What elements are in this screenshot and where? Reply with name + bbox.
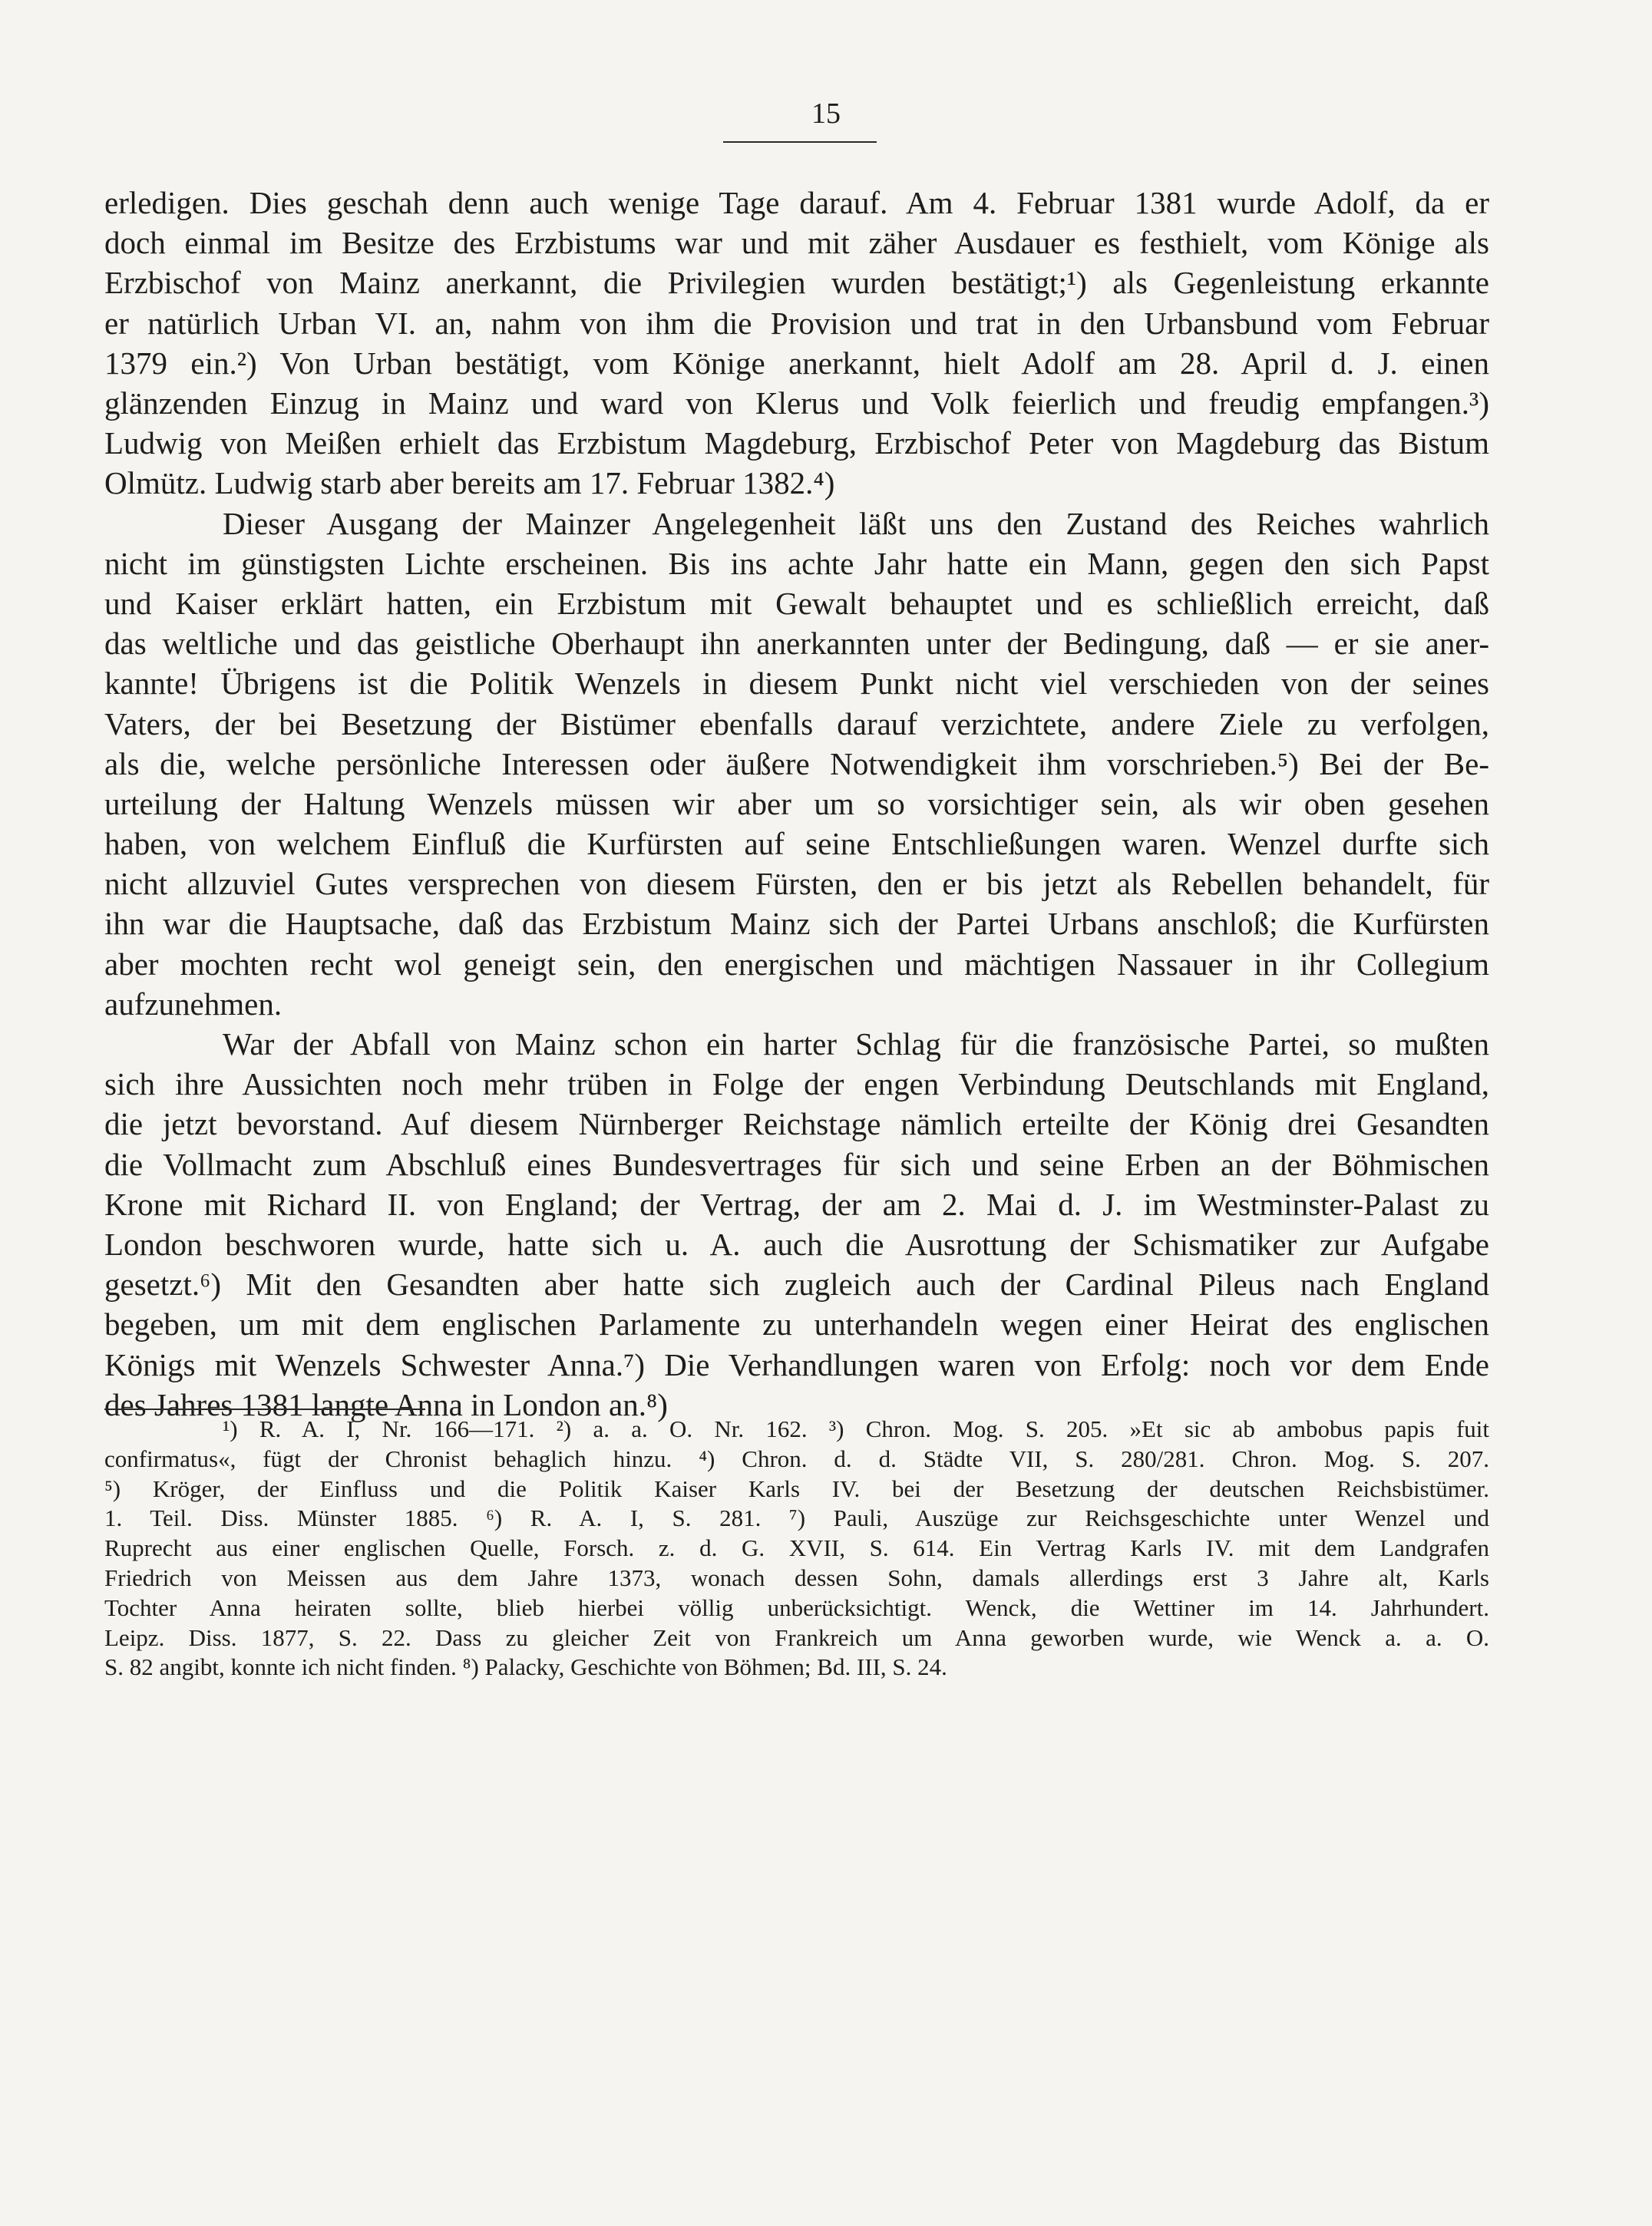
- text-line: des Jahres 1381 langte Anna in London an.⁸): [104, 1386, 668, 1422]
- text-line: glänzenden Einzug in Mainz und ward von Klerus und Volk feierlich und freudig empfangen.³): [104, 385, 1489, 421]
- footnote-line: ⁵) Kröger, der Einfluss und die Politik Kaiser Karls IV. bei der Besetzung der deutschen Reichsbistümer.: [104, 1475, 1489, 1502]
- text-line: War der Abfall von Mainz schon ein harter Schlag für die französische Partei, so mußten: [223, 1026, 1489, 1062]
- text-line: Vaters, der bei Besetzung der Bistümer ebenfalls darauf verzichtete, andere Ziele zu verfolgen,: [104, 705, 1489, 741]
- text-line: er natürlich Urban VI. an, nahm von ihm die Provision und trat in den Urbansbund vom Februar: [104, 305, 1489, 341]
- page-number: 15: [811, 97, 841, 130]
- text-line: London beschworen wurde, hatte sich u. A. auch die Ausrottung der Schismatiker zur Aufgabe: [104, 1226, 1489, 1262]
- page-number-rule: [723, 141, 877, 143]
- text-line: Dieser Ausgang der Mainzer Angelegenheit läßt uns den Zustand des Reiches wahrlich: [223, 505, 1489, 541]
- text-line: die jetzt bevorstand. Auf diesem Nürnberger Reichstage nämlich erteilte der König drei Gesandten: [104, 1106, 1489, 1142]
- footnote-line: confirmatus«, fügt der Chronist behaglich hinzu. ⁴) Chron. d. d. Städte VII, S. 280/281. Chron. Mog. S. 207.: [104, 1445, 1489, 1472]
- text-line: die Vollmacht zum Abschluß eines Bundesvertrages für sich und seine Erben an der Böhmischen: [104, 1146, 1489, 1182]
- text-line: nicht allzuviel Gutes versprechen von diesem Fürsten, den er bis jetzt als Rebellen behandelt, für: [104, 866, 1489, 902]
- text-line: doch einmal im Besitze des Erzbistums war und mit zäher Ausdauer es festhielt, vom Könige als: [104, 225, 1489, 261]
- text-line: 1379 ein.²) Von Urban bestätigt, vom Könige anerkannt, hielt Adolf am 28. April d. J. einen: [104, 345, 1489, 381]
- text-line: begeben, um mit dem englischen Parlamente zu unterhandeln wegen einer Heirat des englischen: [104, 1306, 1489, 1343]
- footnote-line: S. 82 angibt, konnte ich nicht finden. ⁸) Palacky, Geschichte von Böhmen; Bd. III, S. 24.: [104, 1653, 947, 1681]
- paragraph-2: [104, 504, 1489, 1024]
- text-line: Ludwig von Meißen erhielt das Erzbistum Magdeburg, Erzbischof Peter von Magdeburg das Bistum: [104, 425, 1489, 461]
- footnote-line: ¹) R. A. I, Nr. 166—171. ²) a. a. O. Nr. 162. ³) Chron. Mog. S. 205. »Et sic ab ambobus papis fuit: [223, 1415, 1489, 1442]
- text-line: und Kaiser erklärt hatten, ein Erzbistum mit Gewalt behauptet und es schließlich erreicht, daß: [104, 585, 1489, 621]
- text-line: haben, von welchem Einfluß die Kurfürsten auf seine Entschließungen waren. Wenzel durfte sich: [104, 826, 1489, 862]
- text-line: gesetzt.⁶) Mit den Gesandten aber hatte sich zugleich auch der Cardinal Pileus nach England: [104, 1267, 1489, 1303]
- text-line: aber mochten recht wol geneigt sein, den energischen und mächtigen Nassauer in ihr Collegium: [104, 946, 1489, 982]
- text-line: urteilung der Haltung Wenzels müssen wir aber um so vorsichtiger sein, als wir oben gesehen: [104, 785, 1489, 821]
- paragraph-3: [104, 1024, 1489, 1425]
- text-line: erledigen. Dies geschah denn auch wenige Tage darauf. Am 4. Februar 1381 wurde Adolf, da er: [104, 185, 1489, 220]
- footnote-line: Ruprecht aus einer englischen Quelle, Forsch. z. d. G. XVII, S. 614. Ein Vertrag Karls IV. mit dem Landgrafen: [104, 1534, 1489, 1562]
- text-line: nicht im günstigsten Lichte erscheinen. Bis ins achte Jahr hatte ein Mann, gegen den sich Papst: [104, 545, 1489, 581]
- footnote-line: Friedrich von Meissen aus dem Jahre 1373, wonach dessen Sohn, damals allerdings erst 3 Jahre alt, Karls: [104, 1564, 1489, 1591]
- text-line: ihn war die Hauptsache, daß das Erzbistum Mainz sich der Partei Urbans anschloß; die Kurfürsten: [104, 906, 1489, 942]
- paragraph-1: [104, 183, 1489, 504]
- footnote-line: Leipz. Diss. 1877, S. 22. Dass zu gleicher Zeit von Frankreich um Anna geworben wurde, wie Wenck a. a. O.: [104, 1623, 1489, 1651]
- text-line: aufzunehmen.: [104, 986, 282, 1022]
- text-line: kannte! Übrigens ist die Politik Wenzels in diesem Punkt nicht viel verschieden von der seines: [104, 665, 1489, 702]
- footnote-line: 1. Teil. Diss. Münster 1885. ⁶) R. A. I, S. 281. ⁷) Pauli, Auszüge zur Reichsgeschichte unter Wenzel und: [104, 1504, 1489, 1532]
- text-line: sich ihre Aussichten noch mehr trüben in Folge der engen Verbindung Deutschlands mit England,: [104, 1066, 1489, 1102]
- text-line: das weltliche und das geistliche Oberhaupt ihn anerkannten unter der Bedingung, daß — er sie aner-: [104, 626, 1489, 662]
- footnotes: [104, 1415, 1489, 1683]
- text-line: Olmütz. Ludwig starb aber bereits am 17. Februar 1382.⁴): [104, 465, 835, 501]
- text-line: Krone mit Richard II. von England; der Vertrag, der am 2. Mai d. J. im Westminster-Palast zu: [104, 1186, 1489, 1222]
- text-line: Königs mit Wenzels Schwester Anna.⁷) Die Verhandlungen waren von Erfolg: noch vor dem Ende: [104, 1346, 1489, 1382]
- text-line: als die, welche persönliche Interessen oder äußere Notwendigkeit ihm vorschrieben.⁵) Bei der Be-: [104, 745, 1489, 781]
- text-line: Erzbischof von Mainz anerkannt, die Privilegien wurden bestätigt;¹) als Gegenleistung erkannte: [104, 265, 1489, 301]
- footnote-line: Tochter Anna heiraten sollte, blieb hierbei völlig unberücksichtigt. Wenck, die Wettiner im 14. Jahrhundert.: [104, 1594, 1489, 1621]
- footnote-separator: [104, 1409, 425, 1410]
